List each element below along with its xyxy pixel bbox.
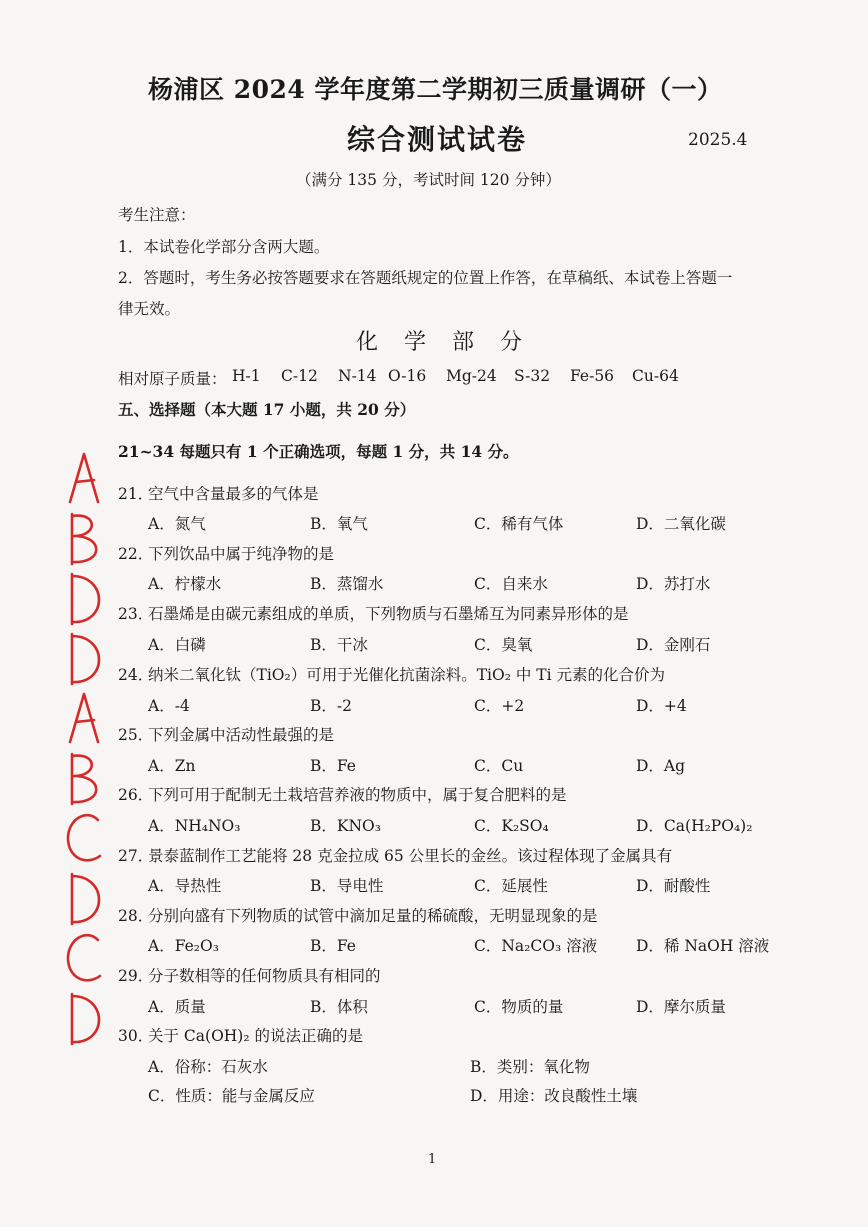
notice-heading: 考生注意： bbox=[118, 206, 196, 224]
handwritten-answer-d bbox=[72, 994, 99, 1044]
option-d: D．二氧化碳 bbox=[636, 515, 726, 533]
option-b: B．Fe bbox=[310, 937, 356, 955]
atomic-mass-s: S-32 bbox=[514, 367, 551, 385]
question-number: 27． bbox=[118, 847, 154, 865]
atomic-mass-fe: Fe-56 bbox=[570, 367, 615, 385]
option-c: C．稀有气体 bbox=[474, 515, 564, 533]
notice-item-2-cont: 律无效。 bbox=[118, 300, 181, 318]
notice-item-1: 1．本试卷化学部分含两大题。 bbox=[118, 238, 330, 256]
question-number: 24． bbox=[118, 666, 154, 684]
option-b: B．Fe bbox=[310, 757, 356, 775]
option-a: A．俗称：石灰水 bbox=[148, 1058, 268, 1076]
handwritten-answer-a bbox=[70, 454, 98, 502]
atomic-mass-mg: Mg-24 bbox=[446, 367, 497, 385]
option-a: A．柠檬水 bbox=[148, 575, 222, 593]
question-number: 30． bbox=[118, 1027, 154, 1045]
question-text: 纳米二氧化钛（TiO₂）可用于光催化抗菌涂料。TiO₂ 中 Ti 元素的化合价为 bbox=[148, 666, 666, 684]
question-number: 22． bbox=[118, 545, 154, 563]
option-c: C．Na₂CO₃ 溶液 bbox=[474, 937, 598, 955]
option-c: C．物质的量 bbox=[474, 998, 564, 1016]
question-number: 26． bbox=[118, 786, 154, 804]
question-number: 23． bbox=[118, 605, 154, 623]
option-b: B．类别：氧化物 bbox=[470, 1058, 590, 1076]
option-b: B．体积 bbox=[310, 998, 368, 1016]
option-b: B．氧气 bbox=[310, 515, 368, 533]
handwritten-answers bbox=[58, 440, 118, 1080]
handwritten-answer-d bbox=[72, 634, 99, 684]
option-c: C．性质：能与金属反应 bbox=[148, 1087, 315, 1105]
option-d: D．摩尔质量 bbox=[636, 998, 726, 1016]
option-d: D．Ca(H₂PO₄)₂ bbox=[636, 817, 753, 835]
exam-meta: （满分 135 分，考试时间 120 分钟） bbox=[296, 171, 561, 189]
question-text: 下列饮品中属于纯净物的是 bbox=[148, 545, 335, 563]
option-c: C．+2 bbox=[474, 697, 525, 715]
option-d: D．苏打水 bbox=[636, 575, 711, 593]
option-a: A．-4 bbox=[148, 697, 190, 715]
question-number: 25． bbox=[118, 726, 154, 744]
atomic-mass-cu: Cu-64 bbox=[632, 367, 679, 385]
handwritten-answer-b bbox=[72, 514, 96, 564]
option-c: C．Cu bbox=[474, 757, 524, 775]
option-a: A．Fe₂O₃ bbox=[148, 937, 219, 955]
question-text: 石墨烯是由碳元素组成的单质，下列物质与石墨烯互为同素异形体的是 bbox=[148, 605, 629, 623]
question-text: 空气中含量最多的气体是 bbox=[148, 485, 319, 503]
option-d: D．耐酸性 bbox=[636, 877, 711, 895]
question-text: 分子数相等的任何物质具有相同的 bbox=[148, 967, 381, 985]
handwritten-answer-a bbox=[70, 694, 98, 742]
option-b: B．KNO₃ bbox=[310, 817, 381, 835]
option-b: B．-2 bbox=[310, 697, 352, 715]
option-a: A．白磷 bbox=[148, 636, 206, 654]
handwritten-answer-d bbox=[72, 874, 99, 924]
option-a: A．质量 bbox=[148, 998, 206, 1016]
question-text: 下列金属中活动性最强的是 bbox=[148, 726, 335, 744]
question-text: 景泰蓝制作工艺能将 28 克金拉成 65 公里长的金丝。该过程体现了金属具有 bbox=[148, 847, 673, 865]
option-c: C．自来水 bbox=[474, 575, 548, 593]
option-d: D．金刚石 bbox=[636, 636, 711, 654]
option-d: D．Ag bbox=[636, 757, 686, 775]
atomic-mass-label: 相对原子质量： bbox=[118, 370, 227, 388]
option-a: A．NH₄NO₃ bbox=[148, 817, 241, 835]
option-b: B．干冰 bbox=[310, 636, 368, 654]
exam-subtitle: 综合测试试卷 bbox=[347, 123, 528, 156]
handwritten-answer-b bbox=[72, 754, 96, 804]
option-a: A．Zn bbox=[148, 757, 196, 775]
handwritten-answer-d bbox=[72, 574, 99, 624]
option-b: B．导电性 bbox=[310, 877, 384, 895]
atomic-mass-n: N-14 bbox=[338, 367, 377, 385]
option-d: D．+4 bbox=[636, 697, 687, 715]
exam-date: 2025.4 bbox=[688, 130, 748, 150]
question-text: 下列可用于配制无土栽培营养液的物质中，属于复合肥料的是 bbox=[148, 786, 567, 804]
section-title: 化学部分 bbox=[356, 330, 549, 355]
option-c: C．延展性 bbox=[474, 877, 548, 895]
option-d: D．用途：改良酸性土壤 bbox=[470, 1087, 638, 1105]
atomic-mass-o: O-16 bbox=[388, 367, 427, 385]
question-text: 关于 Ca(OH)₂ 的说法正确的是 bbox=[148, 1027, 363, 1045]
atomic-mass-h: H-1 bbox=[232, 367, 261, 385]
option-b: B．蒸馏水 bbox=[310, 575, 384, 593]
question-number: 28． bbox=[118, 907, 154, 925]
handwritten-answer-c bbox=[68, 935, 100, 980]
option-a: A．导热性 bbox=[148, 877, 222, 895]
part-title: 五、选择题（本大题 17 小题，共 20 分） bbox=[118, 400, 416, 419]
question-text: 分别向盛有下列物质的试管中滴加足量的稀硫酸，无明显现象的是 bbox=[148, 907, 598, 925]
option-d: D．稀 NaOH 溶液 bbox=[636, 937, 770, 955]
notice-item-2: 2．答题时，考生务必按答题要求在答题纸规定的位置上作答，在草稿纸、本试卷上答题一 bbox=[118, 269, 733, 287]
atomic-mass-c: C-12 bbox=[281, 367, 318, 385]
option-c: C．K₂SO₄ bbox=[474, 817, 549, 835]
part-instruction: 21~34 每题只有 1 个正确选项，每题 1 分，共 14 分。 bbox=[118, 442, 519, 461]
question-number: 21． bbox=[118, 485, 154, 503]
option-a: A．氮气 bbox=[148, 515, 206, 533]
handwritten-answer-c bbox=[68, 815, 100, 860]
option-c: C．臭氧 bbox=[474, 636, 533, 654]
question-number: 29． bbox=[118, 967, 154, 985]
page-number: 1 bbox=[428, 1152, 437, 1167]
exam-title: 杨浦区 2024 学年度第二学期初三质量调研（一） bbox=[148, 75, 723, 104]
